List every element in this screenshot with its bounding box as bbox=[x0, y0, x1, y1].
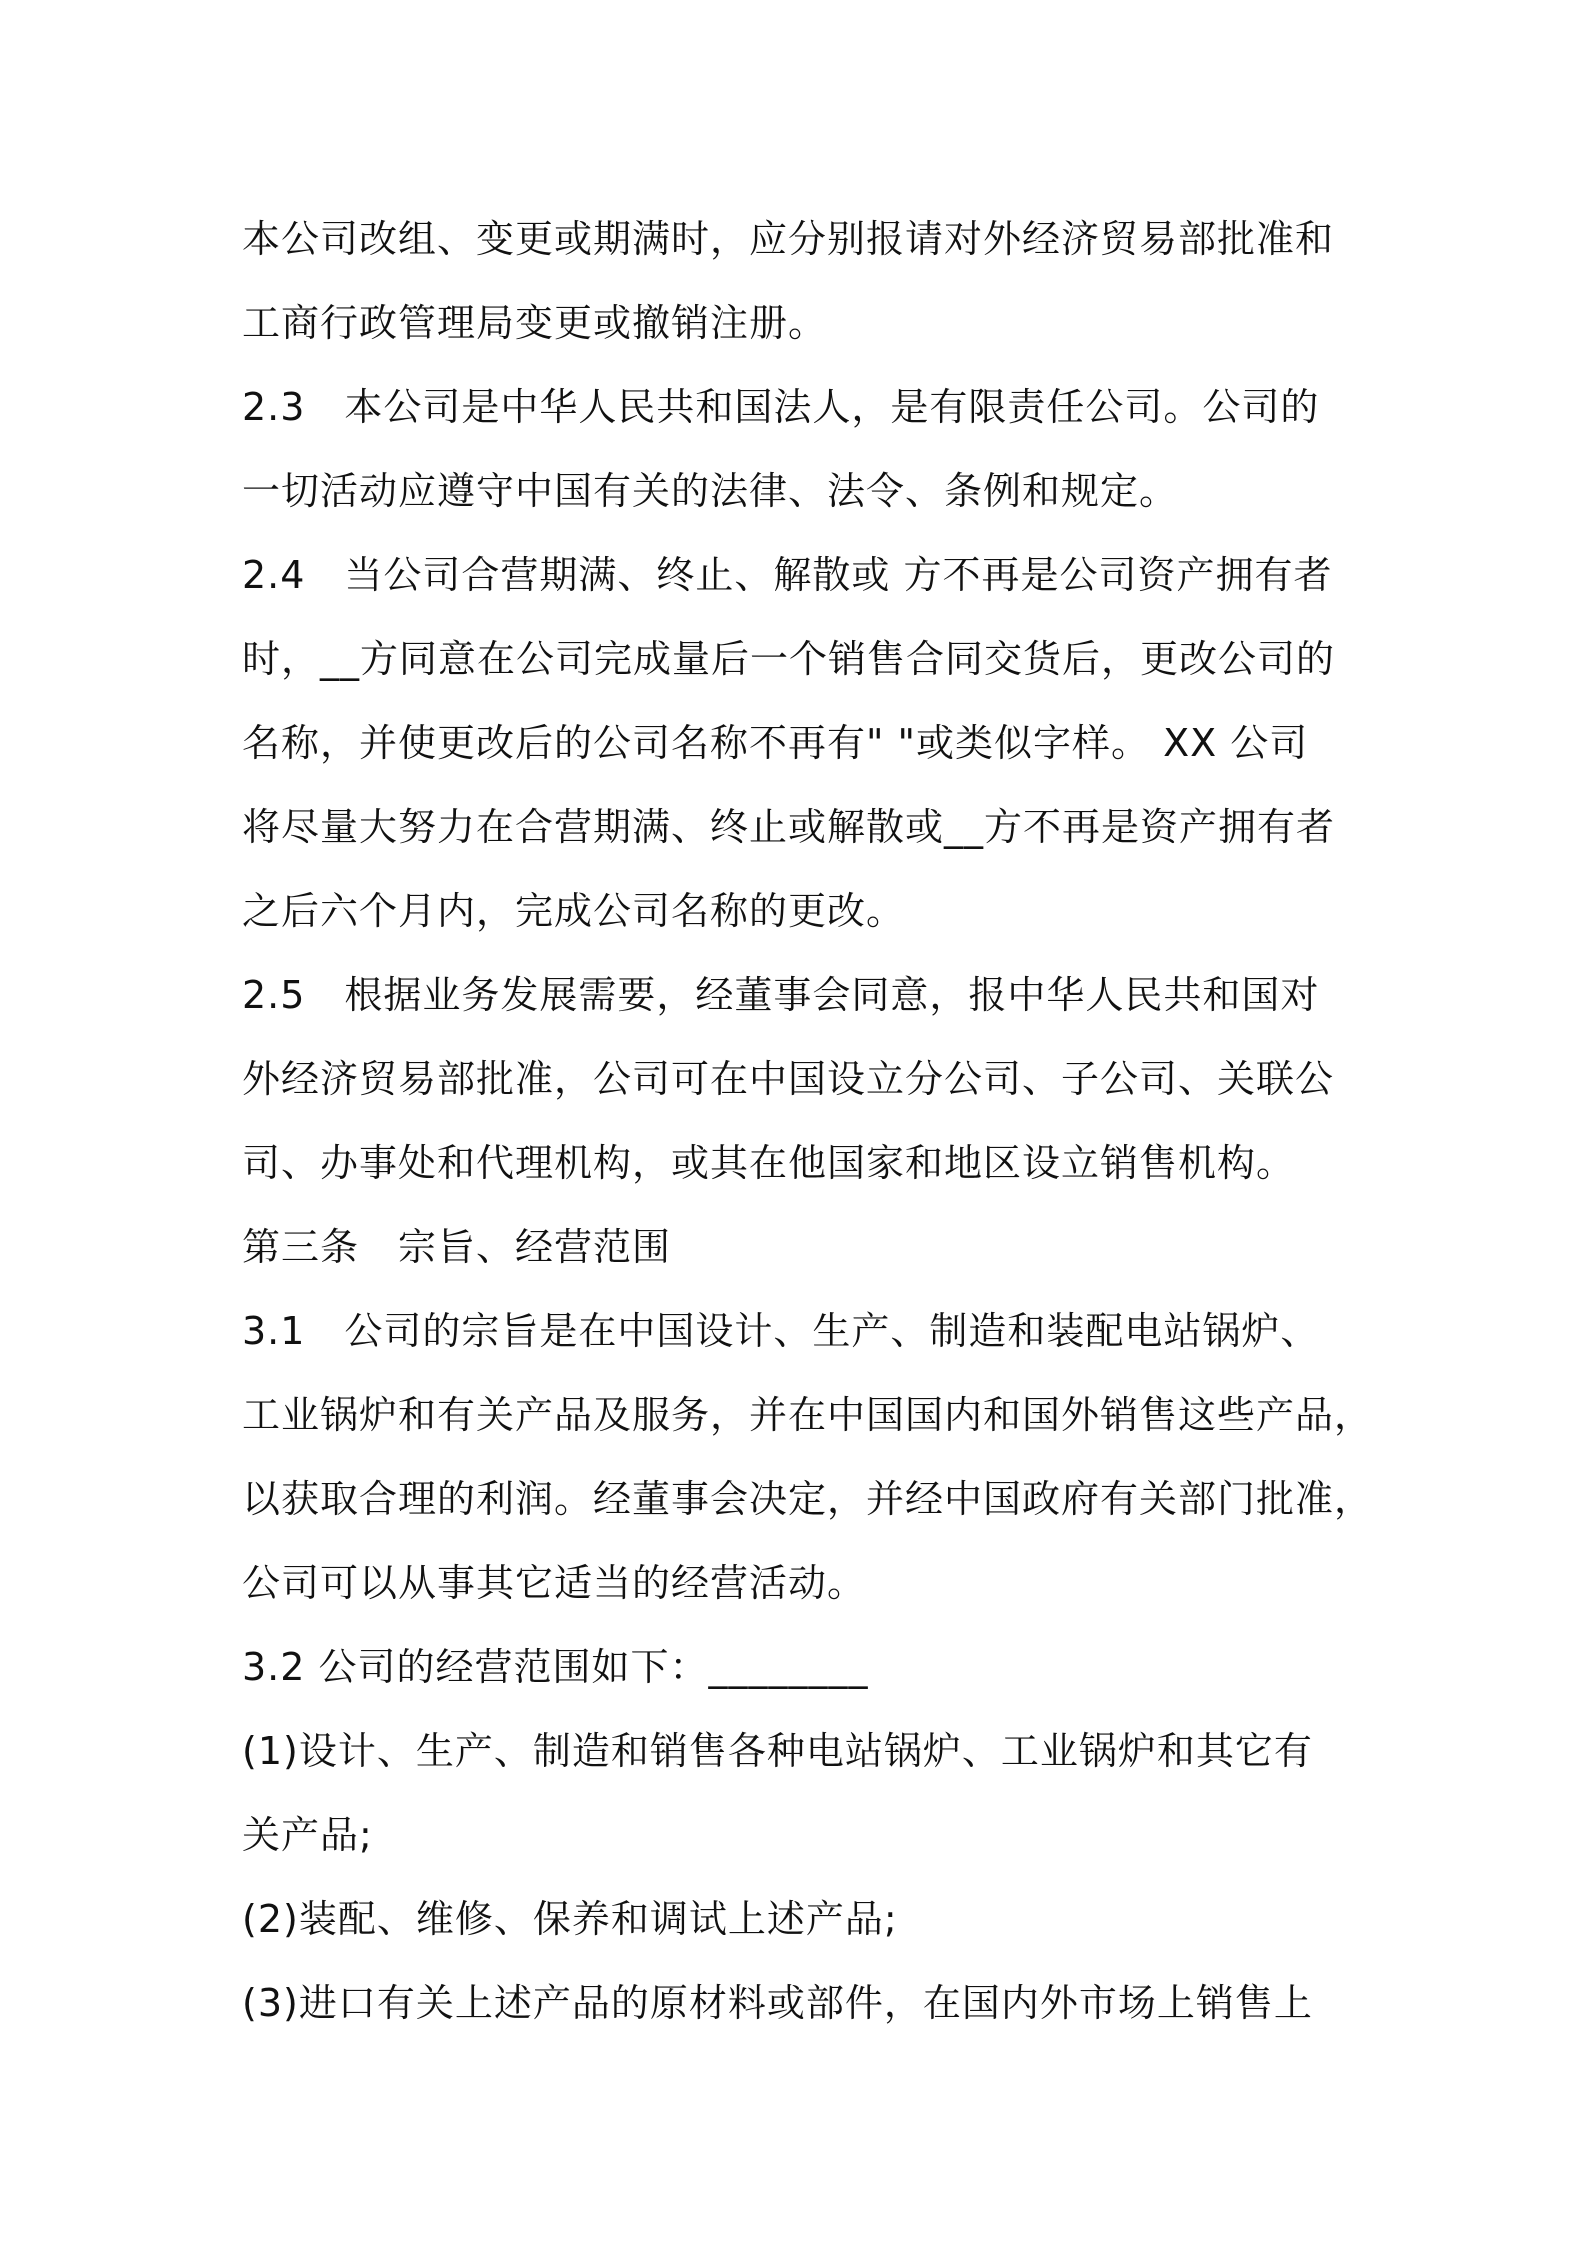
text-line: 本公司改组、变更或期满时，应分别报请对外经济贸易部批准和 bbox=[242, 217, 1335, 261]
clause-2-5: 2.5 根据业务发展需要，经董事会同意，报中华人民共和国对 bbox=[242, 973, 1320, 1017]
text-line: 外经济贸易部批准，公司可在中国设立分公司、子公司、关联公 bbox=[242, 1057, 1335, 1101]
text-line: 关产品; bbox=[242, 1813, 373, 1857]
text-line: 之后六个月内，完成公司名称的更改。 bbox=[242, 889, 906, 933]
text-line: 工商行政管理局变更或撤销注册。 bbox=[242, 301, 828, 345]
list-item-2: (2)装配、维修、保养和调试上述产品; bbox=[242, 1897, 898, 1941]
text-line: 名称，并使更改后的公司名称不再有" "或类似字样。 XX 公司 bbox=[242, 721, 1309, 765]
clause-2-4: 2.4 当公司合营期满、终止、解散或 方不再是公司资产拥有者 bbox=[242, 553, 1333, 597]
text-line: 司、办事处和代理机构，或其在他国家和地区设立销售机构。 bbox=[242, 1141, 1296, 1185]
list-item-1: (1)设计、生产、制造和销售各种电站锅炉、工业锅炉和其它有 bbox=[242, 1729, 1313, 1773]
text-line: 以获取合理的利润。经董事会决定，并经中国政府有关部门批准， bbox=[242, 1477, 1374, 1521]
text-line: 工业锅炉和有关产品及服务，并在中国国内和国外销售这些产品， bbox=[242, 1393, 1374, 1437]
article-3-heading: 第三条 宗旨、经营范围 bbox=[242, 1225, 672, 1269]
text-line: 一切活动应遵守中国有关的法律、法令、条例和规定。 bbox=[242, 469, 1179, 513]
clause-3-1: 3.1 公司的宗旨是在中国设计、生产、制造和装配电站锅炉、 bbox=[242, 1309, 1320, 1353]
text-line: 将尽量大努力在合营期满、终止或解散或__方不再是资产拥有者 bbox=[242, 805, 1336, 849]
text-line: 时，__方同意在公司完成量后一个销售合同交货后，更改公司的 bbox=[242, 637, 1336, 681]
text-line: 公司可以从事其它适当的经营活动。 bbox=[242, 1561, 867, 1605]
clause-3-2: 3.2 公司的经营范围如下：________ bbox=[242, 1645, 869, 1689]
document-body bbox=[242, 197, 1374, 2045]
clause-2-3: 2.3 本公司是中华人民共和国法人，是有限责任公司。公司的 bbox=[242, 385, 1320, 429]
list-item-3: (3)进口有关上述产品的原材料或部件，在国内外市场上销售上 bbox=[242, 1981, 1313, 2025]
